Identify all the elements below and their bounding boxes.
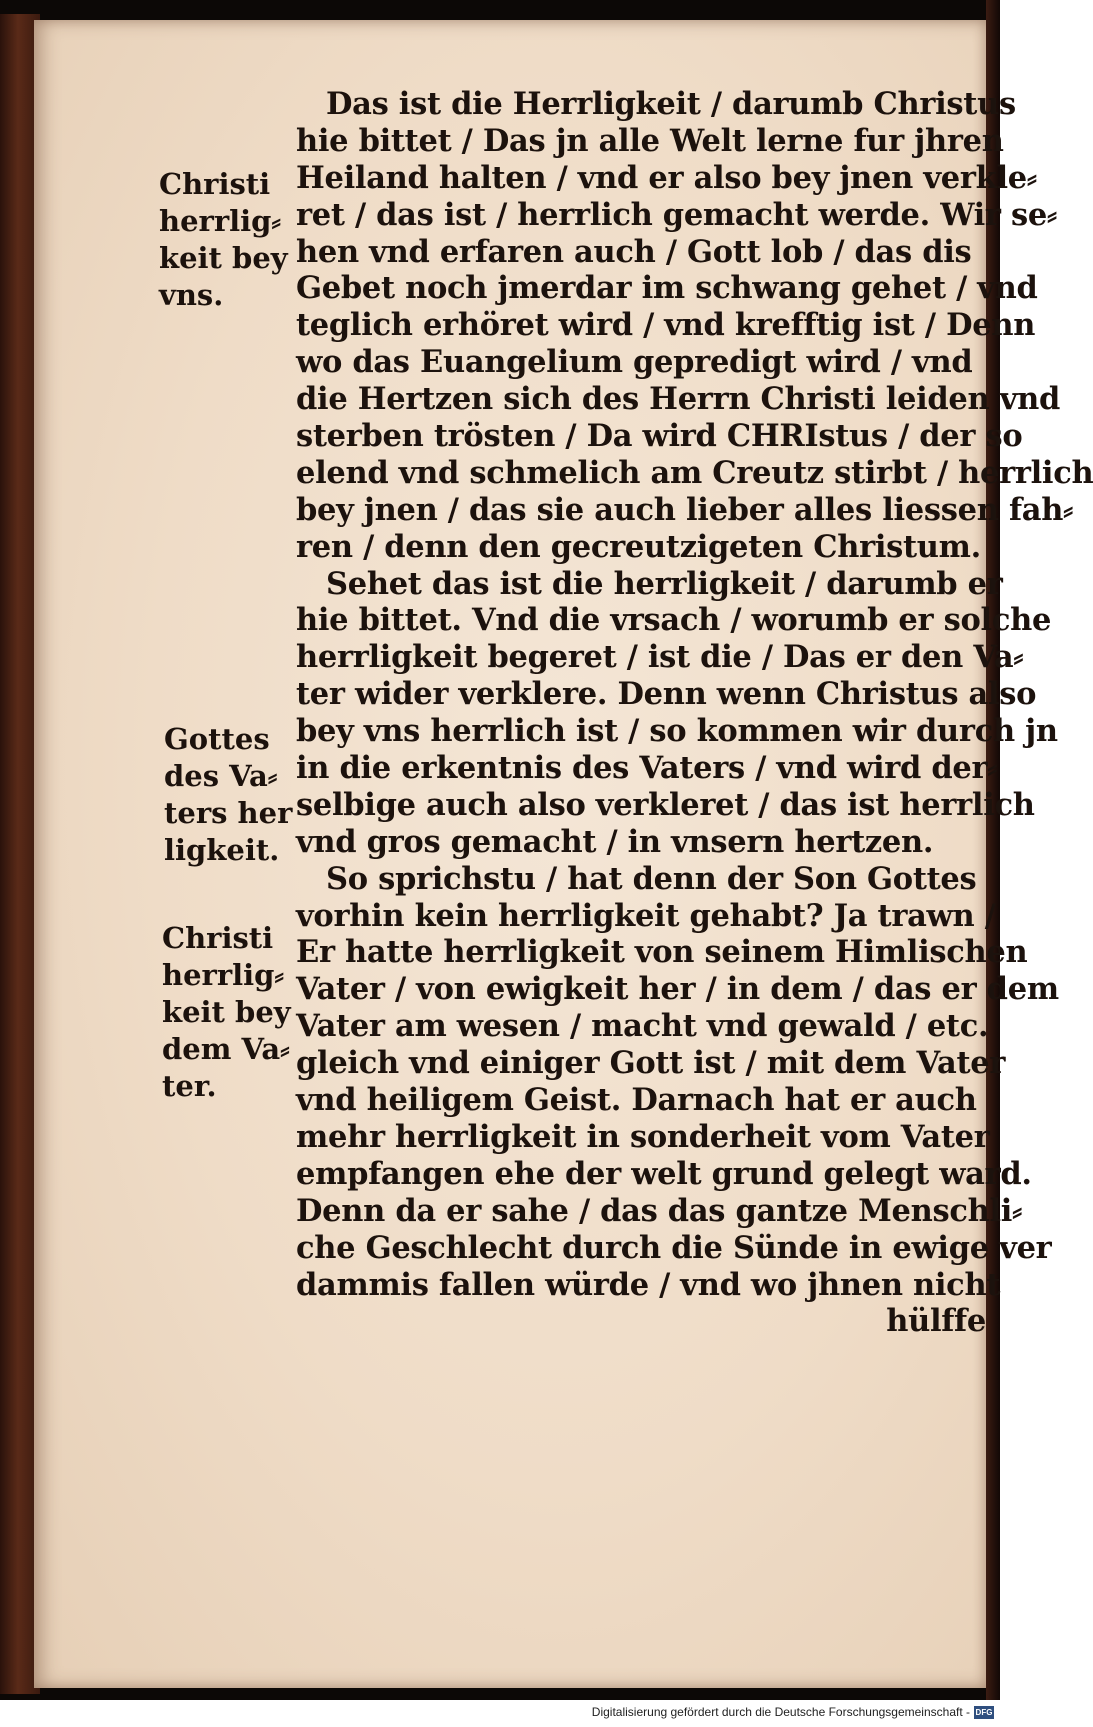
text-line: teglich erhöret wird / vnd krefftig ist / Denn bbox=[296, 307, 1036, 344]
margin-note-line: des Va⸗ bbox=[164, 759, 278, 793]
text-line: Das ist die Herrligkeit / darumb Christus bbox=[326, 86, 1016, 122]
text-line: Gebet noch jmerdar im schwang gehet / vnd bbox=[296, 270, 1038, 307]
text-line: dammis fallen würde / vnd wo jhnen nicht bbox=[296, 1266, 1001, 1303]
margin-note-christi-herrligkeit-bey-vns bbox=[159, 166, 299, 314]
text-line: ren / denn den gecreutzigeten Christum. bbox=[296, 528, 981, 565]
margin-note-gottes-des-vaters-herligkeit bbox=[164, 721, 304, 869]
margin-note-line: ter. bbox=[162, 1069, 217, 1103]
margin-note-christi-herrligkeit-bey-dem-vater bbox=[162, 920, 302, 1105]
text-line: hie bittet. Vnd die vrsach / worumb er solche bbox=[296, 602, 1052, 639]
margin-note-line: ligkeit. bbox=[164, 833, 280, 867]
margin-note-line: keit bey bbox=[159, 241, 288, 275]
catchword: hülffe bbox=[886, 1303, 986, 1340]
footer-bar bbox=[0, 1700, 1000, 1727]
text-line: bey jnen / das sie auch lieber alles liessen fah⸗ bbox=[296, 491, 1073, 528]
text-line: empfangen ehe der welt grund gelegt ward. bbox=[296, 1155, 1032, 1192]
text-line: Er hatte herrligkeit von seinem Himlischen bbox=[296, 934, 1028, 971]
text-line: vnd heiligem Geist. Darnach hat er auch bbox=[296, 1082, 977, 1119]
margin-note-line: dem Va⸗ bbox=[162, 1032, 290, 1066]
text-line: bey vns herrlich ist / so kommen wir durch jn bbox=[296, 713, 1058, 750]
text-line: Vater / von ewigkeit her / in dem / das er dem bbox=[296, 971, 1059, 1008]
text-line: ter wider verklere. Denn wenn Christus also bbox=[296, 676, 1037, 713]
funding-credit: Digitalisierung gefördert durch die Deutsche Forschungsgemeinschaft - bbox=[591, 1705, 970, 1719]
text-line: che Geschlecht durch die Sünde in ewige ver bbox=[296, 1229, 1052, 1266]
text-line: Denn da er sahe / das das gantze Menschli⸗ bbox=[296, 1192, 1022, 1229]
margin-note-line: Gottes bbox=[164, 722, 270, 756]
text-line: hie bittet / Das jn alle Welt lerne fur jhren bbox=[296, 122, 1004, 159]
dfg-logo: DFG bbox=[975, 1708, 993, 1717]
text-line: hen vnd erfaren auch / Gott lob / das dis bbox=[296, 233, 972, 270]
text-line: die Hertzen sich des Herrn Christi leiden vnd bbox=[296, 381, 1061, 418]
text-line: Sehet das ist die herrligkeit / darumb er bbox=[326, 565, 1003, 602]
text-line: wo das Euangelium gepredigt wird / vnd bbox=[296, 344, 973, 381]
margin-note-line: vns. bbox=[159, 278, 224, 312]
margin-note-line: keit bey bbox=[162, 995, 291, 1029]
text-line: Vater am wesen / macht vnd gewald / etc. bbox=[296, 1008, 989, 1045]
body-text-column bbox=[296, 86, 1093, 1340]
margin-note-line: herrlig⸗ bbox=[159, 204, 282, 238]
text-line: gleich vnd einiger Gott ist / mit dem Vater bbox=[296, 1045, 1006, 1082]
text-line: elend vnd schmelich am Creutz stirbt / herrlich bbox=[296, 454, 1093, 491]
margin-note-line: ters her bbox=[164, 796, 293, 830]
text-line: sterben trösten / Da wird CHRIstus / der so bbox=[296, 418, 1023, 455]
text-line: ret / das ist / herrlich gemacht werde. Wir se⸗ bbox=[296, 196, 1057, 233]
text-line: selbige auch also verkleret / das ist herrlich bbox=[296, 786, 1035, 823]
book-page bbox=[34, 20, 1093, 1688]
text-line: in die erkentnis des Vaters / vnd wird der⸗ bbox=[296, 750, 998, 787]
margin-note-line: Christi bbox=[162, 921, 274, 955]
text-line: Heiland halten / vnd er also bey jnen verkle⸗ bbox=[296, 159, 1037, 196]
text-line: herrligkeit begeret / ist die / Das er den Va⸗ bbox=[296, 639, 1024, 676]
text-line: So sprichstu / hat denn der Son Gottes bbox=[326, 860, 977, 897]
text-line: vorhin kein herrligkeit gehabt? Ja trawn / bbox=[296, 897, 996, 934]
text-line: mehr herrligkeit in sonderheit vom Vater bbox=[296, 1118, 990, 1155]
margin-note-line: herrlig⸗ bbox=[162, 958, 285, 992]
text-line: vnd gros gemacht / in vnsern hertzen. bbox=[296, 823, 934, 860]
margin-note-line: Christi bbox=[159, 167, 271, 201]
